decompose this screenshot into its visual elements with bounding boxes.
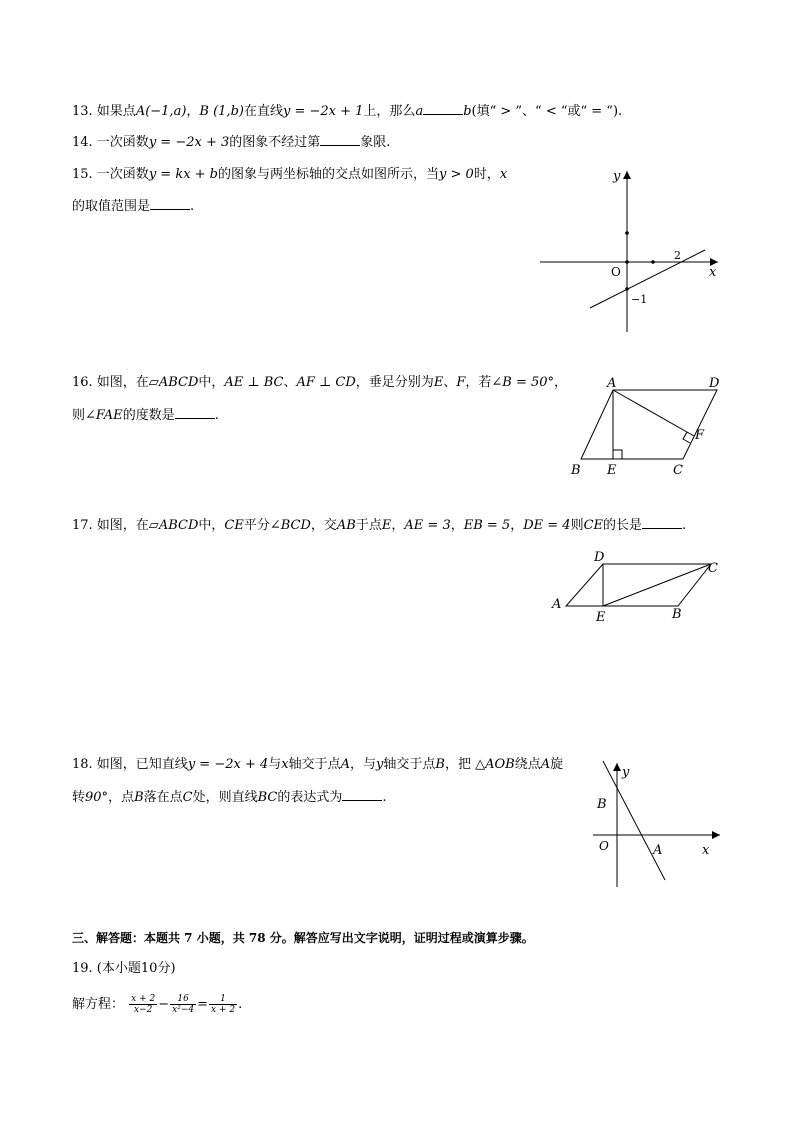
answer-blank[interactable] xyxy=(642,516,682,529)
q15-figure xyxy=(535,165,725,335)
point-c-label: C xyxy=(708,561,718,576)
question-19-equation: 解方程： $\frac{x + 2}{x-2}$ − $\frac{16}{\text{x²−4}}$ = $\frac{1}{x + 2}$ . xyxy=(72,994,243,1015)
point-b-label: B xyxy=(597,797,607,812)
point-b-label: B xyxy=(672,607,682,622)
answer-blank[interactable] xyxy=(320,133,360,146)
section-heading: 三、解答题：本题共 7 小题，共 78 分。解答应写出文字说明，证明过程或演算步骤。 xyxy=(72,931,534,945)
fraction-2: $\frac{16}{\text{x²−4}}$ xyxy=(172,994,195,1015)
question-14: 14. 一次函数y = −2x + 3的图象不经过第 象限. xyxy=(72,135,391,150)
point-a-label: A xyxy=(653,843,663,858)
question-18: 18. 如图，已知直线y = −2x + 4与x轴交于点A，与y轴交于点B，把 △AOB绕点A旋 xyxy=(72,757,564,772)
y-intercept-label: −1 xyxy=(631,293,648,306)
answer-blank[interactable] xyxy=(175,406,215,419)
question-13: 13. 如果点A(−1,a)，B (1,b)在直线y = −2x + 1上，那么a b(填“ > ”、“ < “或“ = “). xyxy=(72,104,623,119)
origin-label: O xyxy=(599,839,609,853)
question-18-line2: 转90°，点B落在点C处，则直线BC的表达式为 . xyxy=(72,790,387,805)
q18-figure xyxy=(585,757,725,889)
answer-blank[interactable] xyxy=(423,102,463,115)
point-e-label: E xyxy=(596,610,606,624)
question-15: 15. 一次函数y = kx + b的图象与两坐标轴的交点如图所示，当y > 0时，x xyxy=(72,167,508,182)
point-d-label: D xyxy=(594,550,605,565)
point-f-label: F xyxy=(695,428,705,443)
fraction-3: $\frac{1}{x + 2}$ xyxy=(211,994,236,1015)
fraction-1: $\frac{x + 2}{x-2}$ xyxy=(131,994,156,1015)
question-16: 16. 如图，在▱ABCD中，AE ⊥ BC、AF ⊥ CD，垂足分别为E、F，若∠B = 50°， xyxy=(72,375,568,390)
question-19-title: 19. (本小题10分) xyxy=(72,961,176,976)
point-b-label: B xyxy=(571,463,581,478)
answer-blank[interactable] xyxy=(150,197,190,210)
question-15-line2: 的取值范围是 . xyxy=(72,199,195,214)
x-intercept-label: 2 xyxy=(674,249,681,262)
q17-figure xyxy=(548,548,723,624)
question-17: 17. 如图，在▱ABCD中，CE平分∠BCD，交AB于点E，AE = 3，EB = 5，DE = 4则CE的长是 . xyxy=(72,518,687,533)
x-axis-label: x xyxy=(709,265,717,280)
point-a-label: A xyxy=(552,597,562,612)
point-d-label: D xyxy=(709,376,720,391)
point-c-label: C xyxy=(673,463,683,478)
y-axis-label: y xyxy=(622,765,630,780)
answer-blank[interactable] xyxy=(342,788,382,801)
point-a-label: A xyxy=(607,376,617,391)
origin-label: O xyxy=(611,265,621,279)
q16-figure xyxy=(565,373,730,481)
x-axis-label: x xyxy=(702,843,710,858)
question-16-line2: 则∠FAE的度数是 . xyxy=(72,408,219,423)
y-axis-label: y xyxy=(613,169,621,184)
point-e-label: E xyxy=(607,463,617,478)
